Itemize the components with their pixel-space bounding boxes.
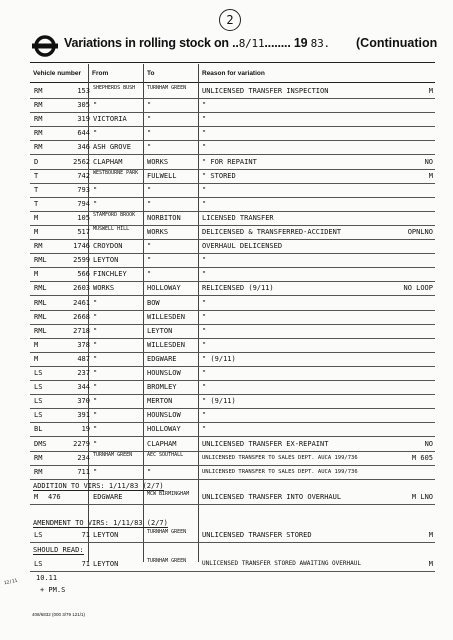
vehicle-num: 2718 [73, 326, 90, 335]
vehicle-type: RM [34, 129, 43, 138]
vehicle-type: T [34, 199, 39, 208]
reason-cell: " (9/11) [202, 354, 236, 363]
vehicle-type: M [34, 270, 39, 279]
from-cell: LEYTON [93, 256, 119, 265]
to-cell: HOLLOWAY [147, 425, 181, 434]
table-row [30, 310, 435, 325]
top-rule [30, 62, 435, 63]
mark-cell: NO [424, 439, 433, 448]
from-cell: " [93, 354, 98, 363]
vehicle-num: 153 [77, 87, 90, 95]
vehicle-num: 71 [81, 531, 90, 539]
reason-cell: UNLICENSED TRANSFER TO SALES DEPT. AUCA 199/736 [202, 468, 358, 475]
to-cell: " [147, 143, 152, 152]
vehicle-num: 378 [77, 340, 90, 349]
reason-cell: UNLICENSED TRANSFER STORED [202, 531, 312, 539]
from-cell: STAMFORD BROOK [93, 211, 136, 218]
vehicle-type: RM [34, 242, 43, 251]
table-row [30, 324, 435, 339]
vehicle-type: T [34, 171, 39, 180]
from-cell: " [93, 369, 98, 377]
reason-cell: " [202, 199, 207, 208]
vehicle-type: RM [34, 87, 43, 95]
mark-cell: M [428, 171, 433, 180]
from-cell: " [93, 467, 98, 476]
mark-cell: M [428, 87, 433, 95]
vehicle-type: RM [34, 101, 43, 110]
to-cell: AEC SOUTHALL [147, 451, 184, 458]
margin-note: 12/11 [3, 578, 18, 587]
from-cell: " [93, 340, 98, 349]
vehicle-type: M [34, 213, 39, 222]
to-cell: " [147, 467, 152, 476]
table-row [30, 84, 435, 99]
vehicle-num: 1746 [73, 242, 90, 251]
table-row [30, 422, 435, 437]
to-cell: " [147, 270, 152, 279]
to-cell: " [147, 256, 152, 265]
reason-cell: " [202, 101, 207, 110]
vehicle-type: M [34, 493, 39, 501]
vehicle-num: 344 [77, 383, 90, 392]
table-row [30, 451, 435, 466]
vehicle-num: 742 [77, 171, 90, 180]
table-row [30, 225, 435, 240]
page-title: Variations in rolling stock on ..8/11........ 19 83. [64, 36, 330, 50]
from-cell: " [93, 298, 98, 307]
vehicle-num: 644 [77, 129, 90, 138]
table-row [30, 183, 435, 198]
to-cell: EDGWARE [147, 354, 177, 363]
to-cell: " [147, 101, 152, 110]
to-cell: FULWELL [147, 171, 177, 180]
table-row [30, 352, 435, 367]
vehicle-num: 319 [77, 115, 90, 124]
mark-cell: M [428, 531, 433, 539]
vehicle-type: RM [34, 453, 43, 462]
vehicle-type: RML [34, 298, 47, 307]
vehicle-type: RM [34, 467, 43, 476]
table-row [30, 296, 435, 311]
reason-cell: " [202, 411, 207, 420]
vehicle-num: 2279 [73, 439, 90, 448]
table-row [30, 394, 435, 409]
table-row [30, 437, 435, 452]
from-cell: " [93, 383, 98, 392]
from-cell: CROYDON [93, 242, 123, 251]
to-cell: BROMLEY [147, 383, 177, 392]
bottom-note: 10.11 [36, 574, 58, 582]
vehicle-type: T [34, 185, 39, 194]
vehicle-type: LS [34, 383, 43, 392]
vehicle-num: 71 [81, 560, 90, 568]
mark-cell: M 605 [411, 453, 433, 462]
from-cell: EDGWARE [93, 493, 123, 501]
table-row [30, 528, 435, 543]
form-footer: 408/6832 (000 3/79 121/1) [32, 612, 86, 617]
title-prefix: Variations in rolling stock on [64, 36, 229, 50]
vehicle-type: RM [34, 143, 43, 152]
reason-cell: " [202, 312, 207, 321]
reason-cell: " [202, 326, 207, 335]
table-row [30, 408, 435, 423]
table-row [30, 267, 435, 282]
from-cell: " [93, 397, 98, 406]
mark-cell: NO LOOP [403, 284, 433, 293]
table-row [30, 112, 435, 127]
vehicle-num: 794 [77, 199, 90, 208]
mark-cell: M LNO [411, 493, 433, 501]
reason-cell: " [202, 369, 207, 377]
vehicle-type: M [34, 228, 39, 236]
from-cell: LEYTON [93, 560, 119, 568]
header-rule [30, 82, 435, 83]
to-cell: HOUNSLOW [147, 411, 181, 420]
mark-cell: NO [424, 157, 433, 166]
reason-cell: UNLICENSED TRANSFER STORED AWAITING OVERHAUL [202, 560, 361, 567]
from-cell: " [93, 185, 98, 194]
table-row [30, 197, 435, 212]
to-cell: " [147, 115, 152, 124]
title-date: 8/11 [238, 37, 265, 50]
vehicle-num: 2603 [73, 284, 90, 293]
table-row [30, 211, 435, 226]
vehicle-type: BL [34, 425, 43, 434]
table-row [30, 239, 435, 254]
to-cell: " [147, 185, 152, 194]
reason-cell: " [202, 256, 207, 265]
bottom-note: + PM.S [40, 586, 66, 594]
table-row [30, 338, 435, 353]
addition-heading: ADDITION TO VIRS: 1/11/83 (2/7) [33, 482, 164, 490]
reason-cell: UNLICENSED TRANSFER EX-REPAINT [202, 439, 329, 448]
roundel-logo-icon [32, 35, 58, 57]
table-row [30, 281, 435, 296]
to-cell: LEYTON [147, 326, 173, 335]
from-cell: " [93, 129, 98, 138]
reason-cell: OVERHAUL DELICENSED [202, 242, 283, 251]
from-cell: " [93, 326, 98, 335]
to-cell: MERTON [147, 397, 173, 406]
reason-cell: " [202, 340, 207, 349]
table-row [30, 465, 435, 480]
vehicle-type: DMS [34, 439, 47, 448]
to-cell: HOLLOWAY [147, 284, 181, 293]
vehicle-num: 105 [77, 213, 90, 222]
from-cell: LEYTON [93, 531, 119, 539]
to-cell: WORKS [147, 228, 169, 236]
header-reason: Reason for variation [202, 70, 265, 77]
reason-cell: " [202, 425, 207, 434]
vehicle-type: RML [34, 312, 47, 321]
from-cell: WORKS [93, 284, 115, 293]
reason-cell: " (9/11) [202, 397, 236, 406]
from-cell: WESTBOURNE PARK [93, 169, 139, 176]
to-cell: WILLESDEN [147, 312, 185, 321]
vehicle-type: LS [34, 369, 43, 377]
title-year: 83. [310, 37, 330, 50]
reason-cell: " [202, 115, 207, 124]
vehicle-num: 2562 [73, 157, 90, 166]
reason-cell: " [202, 143, 207, 152]
should-read-label: SHOULD READ: [33, 546, 84, 554]
vehicle-num: 2461 [73, 298, 90, 307]
from-cell: " [93, 411, 98, 420]
from-cell: " [93, 101, 98, 110]
to-cell: " [147, 242, 152, 251]
vehicle-num: 711 [77, 467, 90, 476]
table-row [30, 557, 435, 572]
mark-cell: M [428, 560, 433, 568]
title-continuation: (Continuation [356, 36, 438, 50]
amendment-heading: AMENDMENT TO VIRS: 1/11/83 (2/7) [33, 519, 168, 527]
table-row [30, 380, 435, 395]
to-cell: WORKS [147, 157, 169, 166]
vehicle-type: RML [34, 284, 47, 293]
vehicle-type: M [34, 340, 39, 349]
to-cell: TURNHAM GREEN [147, 529, 187, 535]
reason-cell: RELICENSED (9/11) [202, 284, 274, 293]
from-cell: FINCHLEY [93, 270, 127, 279]
page-number: 2 [219, 9, 241, 31]
reason-cell: " [202, 185, 207, 194]
to-cell: " [147, 129, 152, 138]
from-cell: TURNHAM GREEN [93, 451, 133, 458]
reason-cell: " STORED [202, 171, 236, 180]
header-vehicle-number: Vehicle number [33, 70, 82, 77]
table-row [30, 253, 435, 268]
mark-cell: OPNLNO [407, 228, 433, 236]
reason-cell: " FOR REPAINT [202, 157, 257, 166]
vehicle-type: LS [34, 411, 43, 420]
to-cell: WILLESDEN [147, 340, 185, 349]
header-from: From [92, 70, 109, 77]
table-row [30, 490, 435, 505]
to-cell: HOUNSLOW [147, 369, 181, 377]
reason-cell: " [202, 298, 207, 307]
table-row [30, 366, 435, 381]
reason-cell: " [202, 129, 207, 138]
reason-cell: " [202, 270, 207, 279]
vehicle-type: RML [34, 256, 47, 265]
from-cell: CLAPHAM [93, 157, 123, 166]
vehicle-num: 237 [77, 369, 90, 377]
to-cell: BOW [147, 298, 160, 307]
to-cell: MCW BIRMINGHAM [147, 491, 190, 497]
vehicle-type: LS [34, 397, 43, 406]
vehicle-num: 2599 [73, 256, 90, 265]
vehicle-num: 346 [77, 143, 90, 152]
table-row [30, 155, 435, 170]
vehicle-num: 476 [48, 493, 61, 501]
vehicle-num: 2668 [73, 312, 90, 321]
to-cell: CLAPHAM [147, 439, 177, 448]
table-row [30, 98, 435, 113]
table-row [30, 169, 435, 184]
reason-cell: UNLICENSED TRANSFER TO SALES DEPT. AUCA 199/736 [202, 454, 358, 461]
from-cell: SHEPHERDS BUSH [93, 85, 136, 91]
reason-cell: " [202, 383, 207, 392]
to-cell: NORBITON [147, 213, 181, 222]
title-year-prefix: 19 [293, 36, 308, 50]
vehicle-type: RM [34, 115, 43, 124]
vehicle-num: 793 [77, 185, 90, 194]
reason-cell: UNLICENSED TRANSFER INSPECTION [202, 87, 329, 95]
vehicle-type: LS [34, 560, 43, 568]
vehicle-num: 487 [77, 354, 90, 363]
vehicle-type: RML [34, 326, 47, 335]
vehicle-num: 391 [77, 411, 90, 420]
vehicle-num: 370 [77, 397, 90, 406]
from-cell: VICTORIA [93, 115, 127, 124]
from-cell: MUSWELL HILL [93, 226, 130, 232]
to-cell: TURNHAM GREEN [147, 85, 187, 91]
vehicle-num: 19 [81, 425, 90, 434]
vehicle-num: 517 [77, 228, 90, 236]
vehicle-type: M [34, 354, 39, 363]
from-cell: " [93, 425, 98, 434]
vehicle-num: 234 [77, 453, 90, 462]
from-cell: ASH GROVE [93, 143, 131, 152]
header-to: To [147, 70, 155, 77]
table-row [30, 126, 435, 141]
from-cell: " [93, 439, 98, 448]
to-cell: " [147, 199, 152, 208]
reason-cell: UNLICENSED TRANSFER INTO OVERHAUL [202, 493, 342, 501]
to-cell: TURNHAM GREEN [147, 558, 187, 564]
reason-cell: LICENSED TRANSFER [202, 213, 274, 222]
vehicle-type: LS [34, 531, 43, 539]
from-cell: " [93, 312, 98, 321]
vehicle-type: D [34, 157, 39, 166]
vehicle-num: 566 [77, 270, 90, 279]
from-cell: " [93, 199, 98, 208]
table-row [30, 140, 435, 155]
vehicle-num: 305 [77, 101, 90, 110]
reason-cell: DELICENSED & TRANSFERRED-ACCIDENT [202, 228, 342, 236]
